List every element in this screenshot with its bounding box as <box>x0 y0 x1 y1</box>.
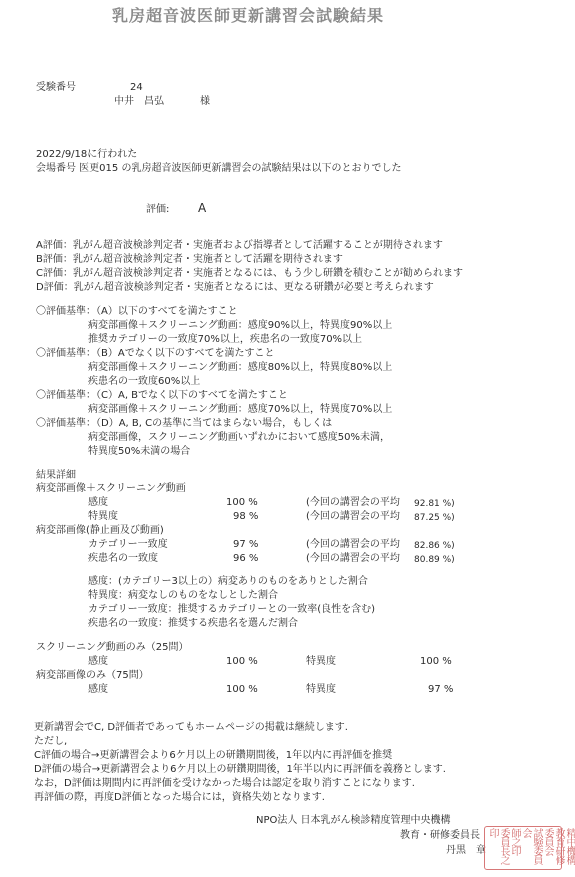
results-heading: 結果詳細 <box>36 470 76 481</box>
page-title: 乳房超音波医師更新講習会試験結果 <box>112 6 385 25</box>
note-line: なお，D評価は期間内に再評価を受けなかった場合は認定を取り消すことになります. <box>34 778 415 789</box>
result-label: 感度 <box>88 497 108 508</box>
definition-line: カテゴリー一致度：推奨するカテゴリーとの一致率(良性を含む) <box>88 604 376 615</box>
grade-description: B評価：乳がん超音波検診判定者・実施者として活躍を期待されます <box>36 254 343 265</box>
lesion-specificity-label: 特異度 <box>306 684 336 695</box>
criteria-line: 〇評価基準：（B）Aでなく以下のすべてを満たすこと <box>36 348 275 359</box>
results-section-label: 病変部画像＋スクリーニング動画 <box>36 483 186 494</box>
result-average-value: 87.25 %) <box>414 513 455 523</box>
result-average-value: 92.81 %) <box>414 499 455 509</box>
result-value: 98 % <box>233 511 259 522</box>
venue-line: 会場番号 医更015 の乳房超音波医師更新講習会の試験結果は以下のとおりでした <box>36 163 402 174</box>
result-value: 97 % <box>233 539 259 550</box>
grade-description: C評価：乳がん超音波検診判定者・実施者となるには、もう少し研鑽を積むことが勧められます <box>36 268 463 279</box>
result-value: 100 % <box>226 497 258 508</box>
note-line: ただし, <box>34 736 68 747</box>
signature-name: 丹黒 章 <box>446 845 486 856</box>
result-average-text: (今回の講習会の平均 <box>306 511 400 522</box>
grade-description: A評価：乳がん超音波検診判定者・実施者および指導者として活躍することが期待されます <box>36 240 443 251</box>
criteria-line: 推奨カテゴリーの一致度70%以上，疾患名の一致度70%以上 <box>88 334 363 345</box>
result-label: 疾患名の一致度 <box>88 553 158 564</box>
lesion-sensitivity-label: 感度 <box>88 684 108 695</box>
definition-line: 特異度：病変なしのものをなしとした割合 <box>88 590 278 601</box>
exam-number-label: 受験番号 <box>36 82 76 93</box>
result-average-value: 80.89 %) <box>414 555 455 565</box>
signature-organization: NPO法人 日本乳がん検診精度管理中央機構 <box>256 815 451 826</box>
seal-column: 教育研修委員会 <box>542 828 564 864</box>
grade-description: D評価：乳がん超音波検診判定者・実施者となるには、更なる研鑽が必要と考えられます <box>36 282 434 293</box>
signature-committee: 教育・研修委員長 <box>400 830 480 841</box>
criteria-line: 疾患名の一致度60%以上 <box>88 376 201 387</box>
screening-specificity-value: 100 % <box>420 656 452 667</box>
seal-column: 精中機構 <box>564 828 575 864</box>
criteria-line: 〇評価基準：（D）A, B, Cの基準に当てはまらない場合，もしくは <box>36 418 333 429</box>
note-line: D評価の場合→更新講習会より6ケ月以上の研鑽期間後，1年半以内に再評価を義務とします. <box>34 764 446 775</box>
definition-line: 感度：(カテゴリー3以上の）病変ありのものをありとした割合 <box>88 576 368 587</box>
screening-only-label: スクリーニング動画のみ（25問） <box>36 642 189 653</box>
lesion-specificity-value: 97 % <box>428 684 454 695</box>
exam-number: 24 <box>130 82 143 93</box>
seal-column: 試験委員会 <box>520 828 542 864</box>
seal-column: 師之印 <box>509 828 520 855</box>
result-average-text: (今回の講習会の平均 <box>306 539 400 550</box>
result-value: 96 % <box>233 553 259 564</box>
criteria-line: 病変部画像，スクリーニング動画いずれかにおいて感度50%未満， <box>88 432 391 443</box>
examinee-name: 中井 昌弘 <box>114 96 164 107</box>
exam-date-line: 2022/9/18に行われた <box>36 149 138 160</box>
results-section-label: 病変部画像(静止画及び動画) <box>36 525 164 536</box>
screening-sensitivity-value: 100 % <box>226 656 258 667</box>
lesion-only-label: 病変部画像のみ（75問） <box>36 670 149 681</box>
note-line: 再評価の際，再度D評価となった場合には，資格失効となります. <box>34 792 325 803</box>
lesion-sensitivity-value: 100 % <box>226 684 258 695</box>
note-line: 更新講習会でC, D評価者であってもホームページの掲載は継続します. <box>34 722 348 733</box>
seal-column: 委員長之印 <box>487 828 509 864</box>
screening-specificity-label: 特異度 <box>306 656 336 667</box>
criteria-line: 〇評価基準：（C）A, Bでなく以下のすべてを満たすこと <box>36 390 288 401</box>
definition-line: 疾患名の一致度：推奨する疾患名を選んだ割合 <box>88 618 298 629</box>
criteria-line: 病変部画像＋スクリーニング動画：感度70%以上，特異度70%以上 <box>88 404 393 415</box>
criteria-line: 特異度50%未満の場合 <box>88 446 191 457</box>
result-average-text: (今回の講習会の平均 <box>306 553 400 564</box>
honorific: 様 <box>200 96 210 107</box>
evaluation-grade: A <box>198 201 207 215</box>
official-seal-stamp <box>484 826 575 870</box>
criteria-line: 病変部画像＋スクリーニング動画：感度80%以上，特異度80%以上 <box>88 362 393 373</box>
result-label: 特異度 <box>88 511 118 522</box>
result-label: カテゴリー一致度 <box>88 539 168 550</box>
criteria-line: 〇評価基準：（A）以下のすべてを満たすこと <box>36 306 238 317</box>
note-line: C評価の場合→更新講習会より6ケ月以上の研鑽期間後，1年以内に再評価を推奨 <box>34 750 393 761</box>
screening-sensitivity-label: 感度 <box>88 656 108 667</box>
result-average-value: 82.86 %) <box>414 541 455 551</box>
evaluation-label: 評価: <box>146 204 170 215</box>
criteria-line: 病変部画像＋スクリーニング動画：感度90%以上，特異度90%以上 <box>88 320 393 331</box>
result-average-text: (今回の講習会の平均 <box>306 497 400 508</box>
